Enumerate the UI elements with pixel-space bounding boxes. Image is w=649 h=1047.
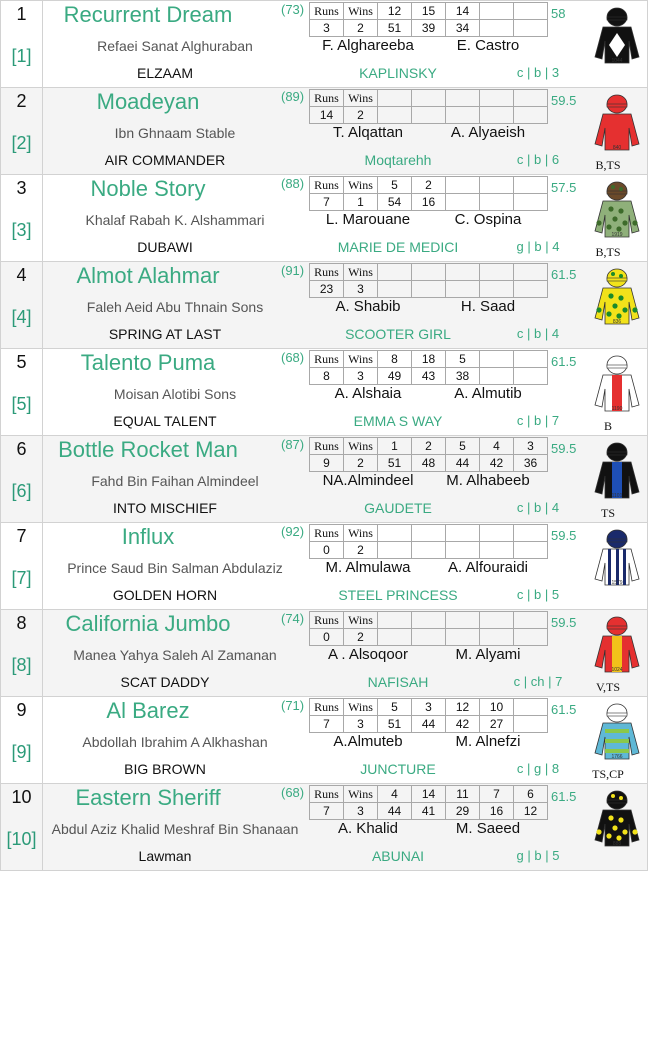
horse-rating: (92) bbox=[281, 524, 305, 539]
svg-text:1579: 1579 bbox=[611, 580, 623, 586]
trainer-name[interactable]: H. Saad bbox=[460, 298, 516, 315]
form-cell bbox=[446, 177, 480, 194]
form-value-cell bbox=[378, 281, 412, 298]
dam-name: SCOOTER GIRL bbox=[345, 326, 451, 342]
wins-value: 3 bbox=[344, 716, 378, 733]
form-value-cell: 44 bbox=[446, 455, 480, 472]
horse-name[interactable]: Talento Puma bbox=[80, 350, 216, 375]
form-cell bbox=[378, 90, 412, 107]
runner-number: 5 bbox=[16, 352, 27, 372]
form-cell bbox=[446, 90, 480, 107]
jockey-silk-icon bbox=[591, 179, 643, 241]
dam-name: ABUNAI bbox=[371, 848, 425, 864]
form-cell: 2 bbox=[412, 177, 446, 194]
runner-number: 1 bbox=[16, 4, 27, 24]
form-value-cell: 36 bbox=[514, 455, 548, 472]
form-value-cell bbox=[412, 542, 446, 559]
runs-header: Runs bbox=[310, 438, 344, 455]
form-value-cell: 43 bbox=[412, 368, 446, 385]
owner-name[interactable]: Abdul Aziz Khalid Meshraf Bin Shanaan bbox=[51, 821, 299, 837]
runs-value: 14 bbox=[310, 107, 344, 124]
equipment-codes: V,TS bbox=[595, 680, 621, 694]
weight: 57.5 bbox=[551, 180, 577, 195]
runner-row[interactable] bbox=[0, 261, 648, 348]
wins-value: 2 bbox=[344, 629, 378, 646]
sire-name: SPRING AT LAST bbox=[108, 326, 222, 342]
runs-value: 7 bbox=[310, 194, 344, 211]
wins-header: Wins bbox=[344, 351, 378, 368]
form-stats-table bbox=[309, 263, 548, 298]
form-cell: 4 bbox=[378, 786, 412, 803]
form-value-cell bbox=[480, 629, 514, 646]
draw-number: [9] bbox=[11, 742, 32, 762]
wins-header: Wins bbox=[344, 438, 378, 455]
trainer-name[interactable]: M. Alhabeeb bbox=[446, 472, 530, 489]
weight: 59.5 bbox=[551, 93, 577, 108]
form-value-cell: 54 bbox=[378, 194, 412, 211]
equipment-codes: TS,CP bbox=[592, 767, 624, 781]
runner-number: 8 bbox=[16, 613, 27, 633]
svg-text:840: 840 bbox=[612, 145, 622, 151]
form-value-cell: 34 bbox=[446, 20, 480, 37]
form-value-cell bbox=[446, 107, 480, 124]
form-cell bbox=[480, 177, 514, 194]
jockey-silk-icon bbox=[591, 788, 643, 850]
form-value-cell: 48 bbox=[412, 455, 446, 472]
jockey-silk-icon bbox=[591, 92, 643, 154]
form-value-cell: 51 bbox=[378, 716, 412, 733]
form-cell bbox=[378, 612, 412, 629]
runner-row[interactable] bbox=[0, 348, 648, 435]
horse-info: c | ch | 7 bbox=[513, 674, 563, 689]
dam-name: GAUDETE bbox=[364, 500, 432, 516]
wins-value: 2 bbox=[344, 107, 378, 124]
trainer-name[interactable]: A. Alyaeish bbox=[450, 124, 526, 141]
trainer-name[interactable]: E. Castro bbox=[456, 37, 520, 54]
form-value-cell: 29 bbox=[446, 803, 480, 820]
horse-rating: (73) bbox=[281, 2, 305, 17]
horse-name[interactable]: Bottle Rocket Man bbox=[58, 437, 238, 462]
form-stats-table bbox=[309, 176, 548, 211]
weight: 61.5 bbox=[551, 789, 577, 804]
runner-row[interactable] bbox=[0, 174, 648, 261]
dam-name: JUNCTURE bbox=[360, 761, 436, 777]
form-cell bbox=[480, 351, 514, 368]
wins-header: Wins bbox=[344, 90, 378, 107]
form-value-cell bbox=[446, 542, 480, 559]
horse-info: c | b | 4 bbox=[516, 500, 560, 515]
form-value-cell: 12 bbox=[514, 803, 548, 820]
svg-text:1044: 1044 bbox=[611, 58, 623, 64]
form-value-cell bbox=[514, 629, 548, 646]
sire-name: SCAT DADDY bbox=[120, 674, 210, 690]
form-value-cell: 41 bbox=[412, 803, 446, 820]
wins-header: Wins bbox=[344, 786, 378, 803]
form-cell bbox=[514, 264, 548, 281]
form-value-cell bbox=[480, 281, 514, 298]
horse-info: c | b | 6 bbox=[516, 152, 560, 167]
form-cell bbox=[412, 90, 446, 107]
form-value-cell bbox=[412, 281, 446, 298]
form-cell: 15 bbox=[412, 3, 446, 20]
form-cell: 18 bbox=[412, 351, 446, 368]
runs-value: 9 bbox=[310, 455, 344, 472]
form-value-cell bbox=[480, 194, 514, 211]
form-stats-table bbox=[309, 89, 548, 124]
form-cell bbox=[412, 264, 446, 281]
equipment-codes: B,TS bbox=[595, 158, 621, 172]
sire-name: EQUAL TALENT bbox=[113, 413, 217, 429]
draw-number: [1] bbox=[11, 46, 32, 66]
form-cell: 2 bbox=[412, 438, 446, 455]
horse-rating: (68) bbox=[281, 785, 305, 800]
trainer-name[interactable]: M. Saeed bbox=[455, 820, 521, 837]
form-cell bbox=[480, 3, 514, 20]
svg-text:1190: 1190 bbox=[611, 406, 623, 412]
horse-info: c | b | 4 bbox=[516, 326, 560, 341]
dam-name: MARIE DE MEDICI bbox=[337, 239, 459, 255]
form-cell bbox=[446, 264, 480, 281]
wins-header: Wins bbox=[344, 525, 378, 542]
form-cell bbox=[514, 351, 548, 368]
runs-value: 3 bbox=[310, 20, 344, 37]
form-cell bbox=[514, 525, 548, 542]
runner-number: 10 bbox=[11, 787, 32, 807]
equipment-codes: TS bbox=[600, 506, 615, 520]
form-stats-table bbox=[309, 611, 548, 646]
form-stats-table bbox=[309, 524, 548, 559]
form-cell bbox=[480, 525, 514, 542]
form-value-cell: 42 bbox=[446, 716, 480, 733]
form-value-cell: 16 bbox=[480, 803, 514, 820]
jockey-name[interactable]: NA.Almindeel bbox=[322, 472, 414, 489]
form-cell: 14 bbox=[412, 786, 446, 803]
form-value-cell bbox=[514, 368, 548, 385]
horse-name[interactable]: Eastern Sheriff bbox=[75, 785, 221, 810]
draw-number: [6] bbox=[11, 481, 32, 501]
jockey-name[interactable]: F. Alghareeba bbox=[322, 37, 414, 54]
jockey-silk-icon bbox=[591, 353, 643, 415]
wins-header: Wins bbox=[344, 264, 378, 281]
form-value-cell bbox=[412, 629, 446, 646]
owner-name[interactable]: Khalaf Rabah K. Alshammari bbox=[85, 212, 265, 228]
draw-number: [10] bbox=[6, 829, 37, 849]
form-cell: 5 bbox=[446, 438, 480, 455]
draw-number: [8] bbox=[11, 655, 32, 675]
runs-value: 23 bbox=[310, 281, 344, 298]
svg-text:836: 836 bbox=[612, 319, 622, 325]
wins-value: 2 bbox=[344, 20, 378, 37]
runs-header: Runs bbox=[310, 177, 344, 194]
sire-name: BIG BROWN bbox=[124, 761, 206, 777]
horse-name[interactable]: Influx bbox=[121, 524, 175, 549]
svg-text:1919: 1919 bbox=[611, 232, 623, 238]
jockey-name[interactable]: T. Alqattan bbox=[332, 124, 404, 141]
dam-name: Moqtarehh bbox=[364, 152, 432, 168]
horse-name[interactable]: Noble Story bbox=[90, 176, 206, 201]
horse-name[interactable]: Almot Alahmar bbox=[76, 263, 220, 288]
form-cell: 12 bbox=[446, 699, 480, 716]
runner-row[interactable] bbox=[0, 783, 648, 871]
form-cell bbox=[378, 525, 412, 542]
horse-info: c | b | 3 bbox=[516, 65, 560, 80]
form-stats-table bbox=[309, 2, 548, 37]
jockey-name[interactable]: A. Alshaia bbox=[334, 385, 402, 402]
runs-value: 7 bbox=[310, 716, 344, 733]
horse-info: g | b | 5 bbox=[516, 848, 560, 863]
dam-name: STEEL PRINCESS bbox=[338, 587, 458, 603]
owner-name[interactable]: Manea Yahya Saleh Al Zamanan bbox=[73, 647, 277, 663]
wins-value: 3 bbox=[344, 281, 378, 298]
form-cell bbox=[378, 264, 412, 281]
dam-name: EMMA S WAY bbox=[353, 413, 443, 429]
runner-number: 7 bbox=[16, 526, 27, 546]
wins-header: Wins bbox=[344, 177, 378, 194]
form-cell bbox=[412, 612, 446, 629]
jockey-name[interactable]: A. Khalid bbox=[337, 820, 399, 837]
form-value-cell bbox=[378, 629, 412, 646]
form-value-cell bbox=[480, 20, 514, 37]
jockey-name[interactable]: A.Almuteb bbox=[333, 733, 403, 750]
form-cell: 8 bbox=[378, 351, 412, 368]
form-stats-table bbox=[309, 698, 548, 733]
form-cell: 12 bbox=[378, 3, 412, 20]
jockey-silk-icon bbox=[591, 5, 643, 67]
svg-text:1101: 1101 bbox=[611, 493, 623, 499]
equipment-codes: B bbox=[603, 419, 612, 433]
form-value-cell bbox=[514, 194, 548, 211]
runs-value: 7 bbox=[310, 803, 344, 820]
form-cell bbox=[480, 612, 514, 629]
form-cell: 5 bbox=[378, 177, 412, 194]
form-value-cell bbox=[446, 629, 480, 646]
owner-name[interactable]: Fahd Bin Faihan Almindeel bbox=[91, 473, 259, 489]
runner-row[interactable] bbox=[0, 0, 648, 87]
form-stats-table bbox=[309, 350, 548, 385]
wins-value: 1 bbox=[344, 194, 378, 211]
weight: 61.5 bbox=[551, 702, 577, 717]
form-cell: 3 bbox=[412, 699, 446, 716]
form-value-cell bbox=[514, 542, 548, 559]
form-cell: 5 bbox=[446, 351, 480, 368]
runner-row[interactable] bbox=[0, 522, 648, 609]
form-value-cell bbox=[480, 542, 514, 559]
form-value-cell bbox=[514, 20, 548, 37]
trainer-name[interactable]: M. Alyami bbox=[455, 646, 521, 663]
sire-name: INTO MISCHIEF bbox=[113, 500, 217, 516]
form-stats-table bbox=[309, 437, 548, 472]
form-cell: 3 bbox=[514, 438, 548, 455]
wins-value: 3 bbox=[344, 368, 378, 385]
runs-header: Runs bbox=[310, 612, 344, 629]
horse-name[interactable]: Recurrent Dream bbox=[63, 2, 233, 27]
trainer-name[interactable]: M. Alnefzi bbox=[455, 733, 521, 750]
horse-info: c | b | 7 bbox=[516, 413, 560, 428]
horse-rating: (71) bbox=[281, 698, 305, 713]
form-cell bbox=[514, 90, 548, 107]
form-cell: 7 bbox=[480, 786, 514, 803]
trainer-name[interactable]: C. Ospina bbox=[454, 211, 522, 228]
form-cell: 11 bbox=[446, 786, 480, 803]
owner-name[interactable]: Refaei Sanat Alghuraban bbox=[97, 38, 253, 54]
horse-name[interactable]: Moadeyan bbox=[96, 89, 200, 114]
runner-number: 9 bbox=[16, 700, 27, 720]
form-cell bbox=[480, 264, 514, 281]
form-value-cell bbox=[514, 107, 548, 124]
weight: 59.5 bbox=[551, 615, 577, 630]
horse-rating: (88) bbox=[281, 176, 305, 191]
horse-rating: (89) bbox=[281, 89, 305, 104]
form-cell bbox=[514, 612, 548, 629]
jockey-name[interactable]: L. Marouane bbox=[325, 211, 411, 228]
wins-header: Wins bbox=[344, 612, 378, 629]
form-value-cell bbox=[514, 281, 548, 298]
form-cell bbox=[480, 90, 514, 107]
form-value-cell bbox=[480, 107, 514, 124]
form-value-cell: 44 bbox=[412, 716, 446, 733]
horse-info: c | b | 5 bbox=[516, 587, 560, 602]
form-value-cell: 27 bbox=[480, 716, 514, 733]
horse-name[interactable]: Al Barez bbox=[106, 698, 190, 723]
form-value-cell bbox=[446, 281, 480, 298]
form-cell bbox=[412, 525, 446, 542]
owner-name[interactable]: Prince Saud Bin Salman Abdulaziz bbox=[67, 560, 283, 576]
runs-value: 8 bbox=[310, 368, 344, 385]
form-value-cell bbox=[446, 194, 480, 211]
runs-header: Runs bbox=[310, 525, 344, 542]
form-value-cell: 16 bbox=[412, 194, 446, 211]
horse-info: g | b | 4 bbox=[516, 239, 560, 254]
form-cell: 1 bbox=[378, 438, 412, 455]
form-value-cell: 49 bbox=[378, 368, 412, 385]
runner-row[interactable] bbox=[0, 87, 648, 174]
weight: 59.5 bbox=[551, 528, 577, 543]
form-cell bbox=[514, 699, 548, 716]
wins-header: Wins bbox=[344, 3, 378, 20]
runs-header: Runs bbox=[310, 699, 344, 716]
horse-rating: (74) bbox=[281, 611, 305, 626]
draw-number: [7] bbox=[11, 568, 32, 588]
horse-rating: (87) bbox=[281, 437, 305, 452]
runs-header: Runs bbox=[310, 351, 344, 368]
jockey-name[interactable]: M. Almulawa bbox=[325, 559, 411, 576]
svg-text:888: 888 bbox=[612, 841, 622, 847]
form-value-cell: 44 bbox=[378, 803, 412, 820]
weight: 59.5 bbox=[551, 441, 577, 456]
jockey-name[interactable]: A . Alsoqoor bbox=[327, 646, 409, 663]
equipment-codes: B,TS bbox=[595, 245, 621, 259]
jockey-silk-icon bbox=[591, 614, 643, 676]
form-value-cell: 39 bbox=[412, 20, 446, 37]
draw-number: [4] bbox=[11, 307, 32, 327]
wins-value: 2 bbox=[344, 542, 378, 559]
wins-value: 2 bbox=[344, 455, 378, 472]
sire-name: Lawman bbox=[138, 848, 192, 864]
form-value-cell bbox=[412, 107, 446, 124]
runner-number: 2 bbox=[16, 91, 27, 111]
runner-number: 6 bbox=[16, 439, 27, 459]
wins-value: 3 bbox=[344, 803, 378, 820]
runner-row[interactable] bbox=[0, 696, 648, 783]
horse-rating: (68) bbox=[281, 350, 305, 365]
form-value-cell: 51 bbox=[378, 20, 412, 37]
runs-value: 0 bbox=[310, 542, 344, 559]
runner-row[interactable] bbox=[0, 609, 648, 696]
runs-header: Runs bbox=[310, 264, 344, 281]
form-value-cell bbox=[378, 107, 412, 124]
owner-name[interactable]: Ibn Ghnaam Stable bbox=[114, 125, 236, 141]
runs-header: Runs bbox=[310, 786, 344, 803]
weight: 61.5 bbox=[551, 267, 577, 282]
runs-value: 0 bbox=[310, 629, 344, 646]
form-value-cell bbox=[480, 368, 514, 385]
horse-rating: (91) bbox=[281, 263, 305, 278]
runner-row[interactable] bbox=[0, 435, 648, 522]
trainer-name[interactable]: A. Almutib bbox=[454, 385, 522, 402]
form-stats-table bbox=[309, 785, 548, 820]
wins-header: Wins bbox=[344, 699, 378, 716]
form-value-cell: 42 bbox=[480, 455, 514, 472]
form-cell bbox=[514, 3, 548, 20]
draw-number: [2] bbox=[11, 133, 32, 153]
form-cell bbox=[446, 525, 480, 542]
jockey-name[interactable]: A. Shabib bbox=[335, 298, 401, 315]
form-value-cell: 38 bbox=[446, 368, 480, 385]
trainer-name[interactable]: A. Alfouraidi bbox=[447, 559, 529, 576]
weight: 61.5 bbox=[551, 354, 577, 369]
form-cell bbox=[514, 177, 548, 194]
jockey-silk-icon bbox=[591, 527, 643, 589]
draw-number: [5] bbox=[11, 394, 32, 414]
owner-name[interactable]: Moisan Alotibi Sons bbox=[113, 386, 237, 402]
jockey-silk-icon bbox=[591, 440, 643, 502]
form-value-cell bbox=[378, 542, 412, 559]
form-value-cell bbox=[514, 716, 548, 733]
owner-name[interactable]: Abdollah Ibrahim A Alkhashan bbox=[82, 734, 268, 750]
runner-number: 3 bbox=[16, 178, 27, 198]
sire-name: GOLDEN HORN bbox=[112, 587, 218, 603]
dam-name: NAFISAH bbox=[367, 674, 429, 690]
svg-text:1024: 1024 bbox=[611, 667, 623, 673]
dam-name: KAPLINSKY bbox=[359, 65, 437, 81]
sire-name: AIR COMMANDER bbox=[104, 152, 226, 168]
form-cell: 4 bbox=[480, 438, 514, 455]
weight: 58 bbox=[551, 6, 566, 21]
sire-name: ELZAAM bbox=[136, 65, 193, 81]
draw-number: [3] bbox=[11, 220, 32, 240]
runs-header: Runs bbox=[310, 90, 344, 107]
form-value-cell: 51 bbox=[378, 455, 412, 472]
form-cell: 14 bbox=[446, 3, 480, 20]
sire-name: DUBAWI bbox=[137, 239, 193, 255]
form-cell: 6 bbox=[514, 786, 548, 803]
horse-name[interactable]: California Jumbo bbox=[65, 611, 231, 636]
horse-info: c | g | 8 bbox=[516, 761, 560, 776]
form-cell: 10 bbox=[480, 699, 514, 716]
jockey-silk-icon bbox=[591, 266, 643, 328]
jockey-silk-icon bbox=[591, 701, 643, 763]
form-cell: 5 bbox=[378, 699, 412, 716]
runs-header: Runs bbox=[310, 3, 344, 20]
svg-text:1766: 1766 bbox=[611, 754, 623, 760]
runner-number: 4 bbox=[16, 265, 27, 285]
owner-name[interactable]: Faleh Aeid Abu Thnain Sons bbox=[86, 299, 264, 315]
form-cell bbox=[446, 612, 480, 629]
